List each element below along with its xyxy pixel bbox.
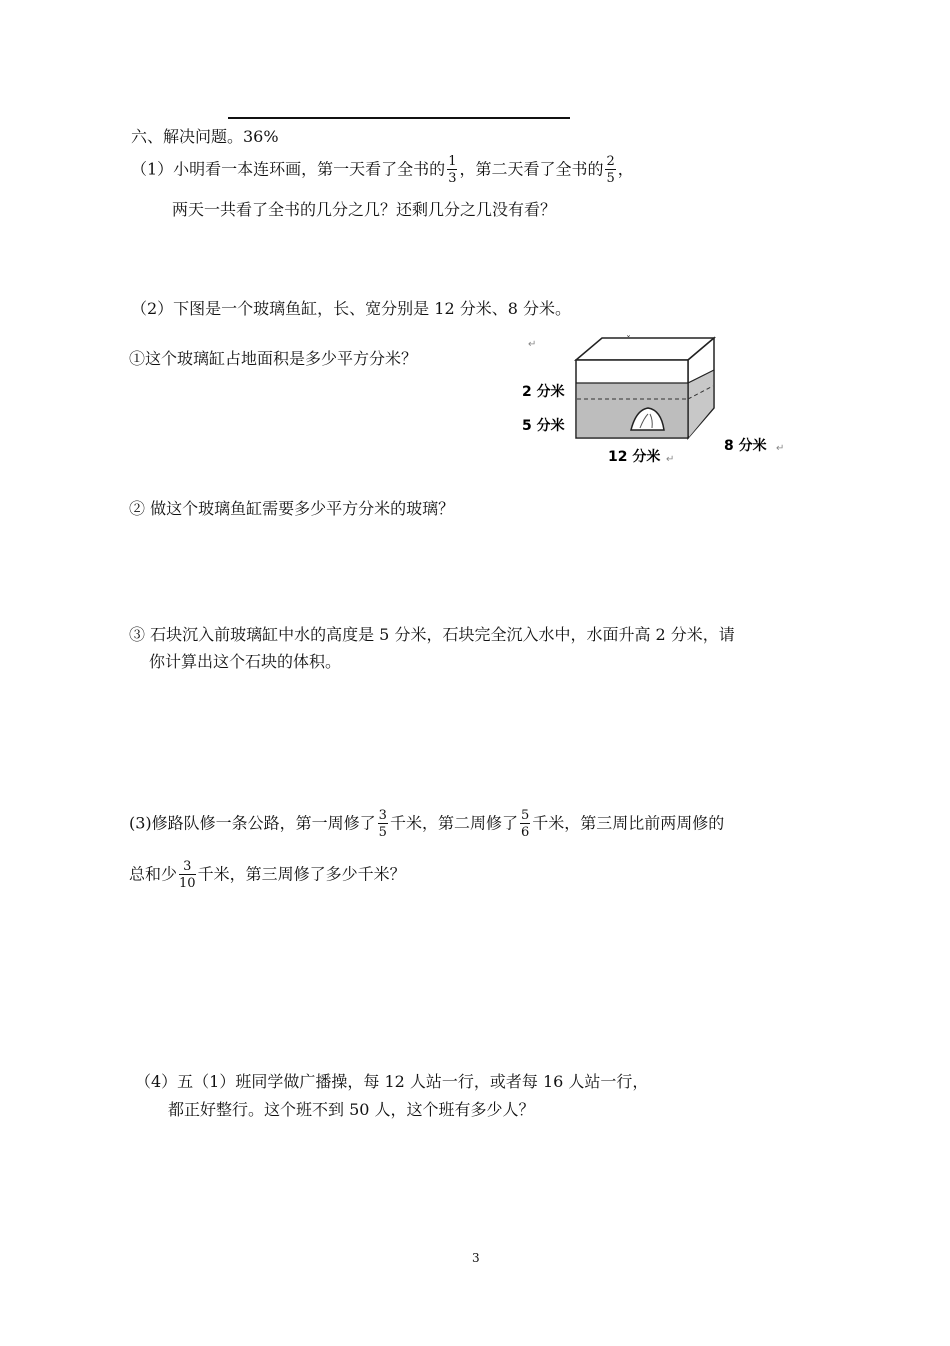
fish-tank-diagram bbox=[520, 330, 790, 472]
fraction-numerator: 3 bbox=[179, 860, 196, 875]
question-4-line-1: （4）五（1）班同学做广播操，每 12 人站一行，或者每 16 人站一行， bbox=[135, 1072, 649, 1091]
q3-prefix: (3)修路队修一条公路，第一周修了 bbox=[129, 813, 376, 833]
question-2-intro: （2）下图是一个玻璃鱼缸，长、宽分别是 12 分米、8 分米。 bbox=[131, 299, 571, 318]
question-1-line-2: 两天一共看了全书的几分之几？还剩几分之几没有看？ bbox=[172, 200, 557, 219]
fraction-denominator: 5 bbox=[606, 171, 615, 186]
fraction-three-fifths bbox=[378, 809, 388, 839]
q3-line2-prefix: 总和少 bbox=[129, 864, 178, 884]
fish-tank-svg bbox=[520, 330, 790, 472]
fraction-numerator: 3 bbox=[378, 808, 387, 823]
question-2-sub-1: ①这个玻璃缸占地面积是多少平方分米？ bbox=[129, 349, 418, 368]
fraction-numerator: 2 bbox=[606, 154, 615, 169]
fraction-one-third bbox=[447, 155, 457, 185]
label-8dm: 8 分米 bbox=[724, 438, 767, 454]
label-5dm: 5 分米 bbox=[522, 418, 565, 434]
label-12dm: 12 分米 bbox=[608, 449, 661, 465]
fraction-denominator: 5 bbox=[378, 825, 387, 840]
fraction-numerator: 5 bbox=[520, 808, 530, 823]
label-2dm: 2 分米 bbox=[522, 384, 565, 400]
question-1-line-1 bbox=[131, 155, 634, 185]
question-2-sub-3-line-2: 你计算出这个石块的体积。 bbox=[149, 652, 342, 671]
page-number: 3 bbox=[472, 1251, 480, 1265]
q1-mid: ，第二天看了全书的 bbox=[459, 159, 604, 179]
question-4-line-2: 都正好整行。这个班不到 50 人，这个班有多少人？ bbox=[168, 1100, 535, 1119]
fraction-three-tenths bbox=[179, 860, 196, 890]
q3-mid2: 千米，第三周比前两周修的 bbox=[532, 813, 725, 833]
section-title: 六、解决问题。36% bbox=[131, 127, 279, 146]
fraction-denominator: 6 bbox=[520, 825, 530, 840]
question-2-sub-3-line-1: ③ 石块沉入前玻璃缸中水的高度是 5 分米，石块完全沉入水中，水面升高 2 分米，请 bbox=[129, 625, 735, 644]
fraction-denominator: 10 bbox=[179, 876, 196, 891]
paragraph-mark: ↵ bbox=[776, 443, 785, 454]
question-3-line-1 bbox=[129, 809, 724, 839]
paragraph-mark: ↵ bbox=[528, 339, 537, 350]
question-2-sub-2: ② 做这个玻璃鱼缸需要多少平方分米的玻璃？ bbox=[129, 499, 455, 518]
top-rule bbox=[228, 117, 570, 119]
paragraph-mark: ↵ bbox=[666, 454, 675, 465]
q3-line2-end: 千米，第三周修了多少千米？ bbox=[197, 864, 406, 884]
question-3-line-2 bbox=[129, 860, 406, 890]
fraction-two-fifths bbox=[605, 155, 615, 185]
fraction-five-sixths bbox=[520, 809, 530, 839]
fraction-denominator: 3 bbox=[448, 171, 457, 186]
fraction-numerator: 1 bbox=[448, 154, 457, 169]
q1-prefix: （1）小明看一本连环画，第一天看了全书的 bbox=[131, 159, 446, 179]
q1-end: ， bbox=[617, 159, 634, 179]
q3-mid1: 千米，第二周修了 bbox=[389, 813, 518, 833]
